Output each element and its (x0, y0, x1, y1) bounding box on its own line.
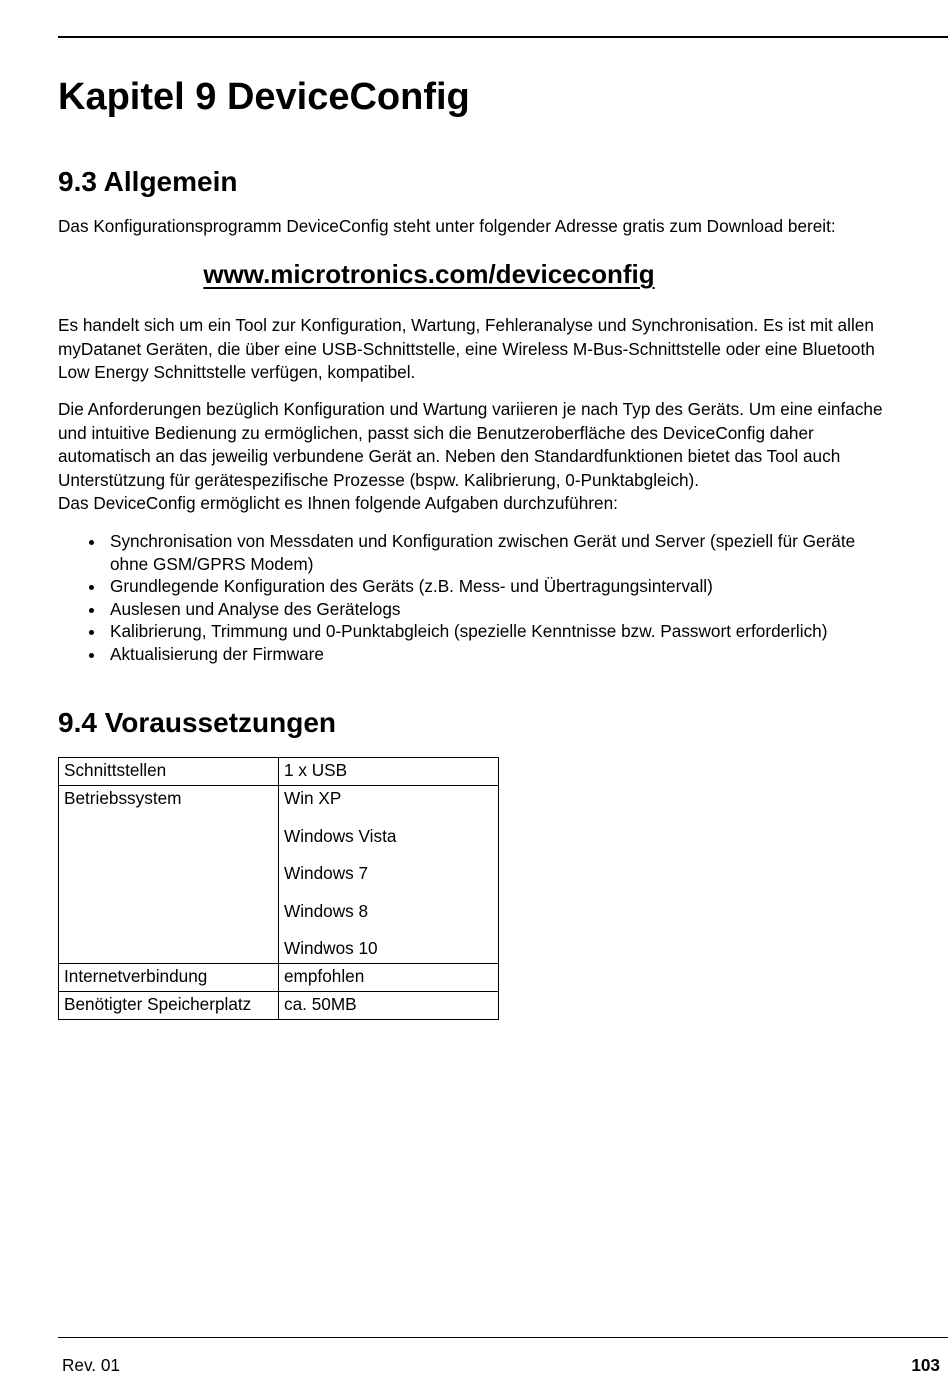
os-item: Windows 8 (284, 900, 369, 921)
paragraph-line: Es handelt sich um ein Tool zur Konfiguration, Wartung, Fehleranalyse und Synchronisation. Es ist mit allen (58, 315, 874, 335)
download-link[interactable]: www.microtronics.com/deviceconfig (203, 259, 655, 289)
list-item-text: ohne GSM/GPRS Modem) (110, 553, 314, 574)
table-row (59, 992, 499, 1020)
list-item-text: Aktualisierung der Firmware (110, 643, 324, 664)
os-item: Windows 7 (284, 863, 369, 883)
table-row (59, 786, 499, 964)
task-list (86, 530, 855, 665)
table-cell-label: Betriebssystem (59, 786, 279, 964)
footer-rule (58, 1337, 948, 1338)
intro-paragraph: Das Konfigurationsprogramm DeviceConfig steht unter folgender Adresse gratis zum Download bereit: (58, 216, 836, 236)
section-title-allgemein: 9.3 Allgemein (58, 166, 238, 197)
list-item-text: Kalibrierung, Trimmung und 0-Punktabgleich (spezielle Kenntnisse bzw. Passwort erforderlich) (110, 621, 828, 641)
paragraph-line: Unterstützung für gerätespezifische Prozesse (bspw. Kalibrierung, 0-Punktabgleich). (58, 469, 700, 490)
requirements-table (58, 757, 499, 1020)
description-paragraph (58, 314, 948, 385)
os-item: Windows Vista (284, 825, 397, 846)
paragraph-line: myDatanet Geräten, die über eine USB-Schnittstelle, eine Wireless M-Bus-Schnittstelle oder eine Bluetooth (58, 338, 875, 359)
paragraph-line: und intuitive Bedienung zu ermöglichen, passt sich die Benutzeroberfläche des DeviceConfig daher (58, 422, 814, 443)
list-item-text: Grundlegende Konfiguration des Geräts (z.B. Mess- und Übertragungsintervall) (110, 576, 713, 596)
os-item: Windwos 10 (284, 938, 378, 958)
section-title-voraussetzungen: 9.4 Voraussetzungen (58, 707, 337, 738)
chapter-title: Kapitel 9 DeviceConfig (58, 76, 470, 118)
list-item-text: Auslesen und Analyse des Gerätelogs (110, 598, 401, 619)
list-item (86, 575, 855, 598)
bullet-icon (89, 585, 94, 590)
paragraph-line: Low Energy Schnittstelle verfügen, kompatibel. (58, 362, 416, 382)
list-item (86, 643, 855, 666)
table-cell-value: 1 x USB (279, 758, 499, 786)
paragraph-line: Die Anforderungen bezüglich Konfiguration und Wartung variieren je nach Typ des Geräts. Um eine einfache (58, 399, 883, 419)
bullet-icon (89, 653, 94, 658)
table-cell-value: ca. 50MB (279, 992, 499, 1020)
bullet-icon (89, 630, 94, 635)
table-cell-label: Schnittstellen (59, 758, 279, 786)
requirements-paragraph (58, 398, 948, 516)
revision-label: Rev. 01 (62, 1355, 120, 1375)
table-cell-value (279, 786, 499, 964)
list-item-text: Synchronisation von Messdaten und Konfiguration zwischen Gerät und Server (speziell für Geräte (110, 531, 856, 551)
list-item (86, 620, 855, 643)
table-row (59, 964, 499, 992)
table-cell-value: empfohlen (279, 964, 499, 992)
bullet-icon (89, 608, 94, 613)
paragraph-line: Das DeviceConfig ermöglicht es Ihnen folgende Aufgaben durchzuführen: (58, 493, 618, 513)
table-cell-label: Benötigter Speicherplatz (59, 992, 279, 1020)
list-item (86, 530, 855, 575)
page-number: 103 (911, 1355, 940, 1375)
bullet-icon (89, 540, 94, 545)
os-item: Win XP (284, 788, 342, 808)
table-row (59, 758, 499, 786)
list-item (86, 598, 855, 621)
header-rule (58, 36, 948, 38)
table-cell-label: Internetverbindung (59, 964, 279, 992)
paragraph-line: automatisch an das jeweilig verbundene Gerät an. Neben den Standardfunktionen bietet das Tool auch (58, 446, 841, 466)
